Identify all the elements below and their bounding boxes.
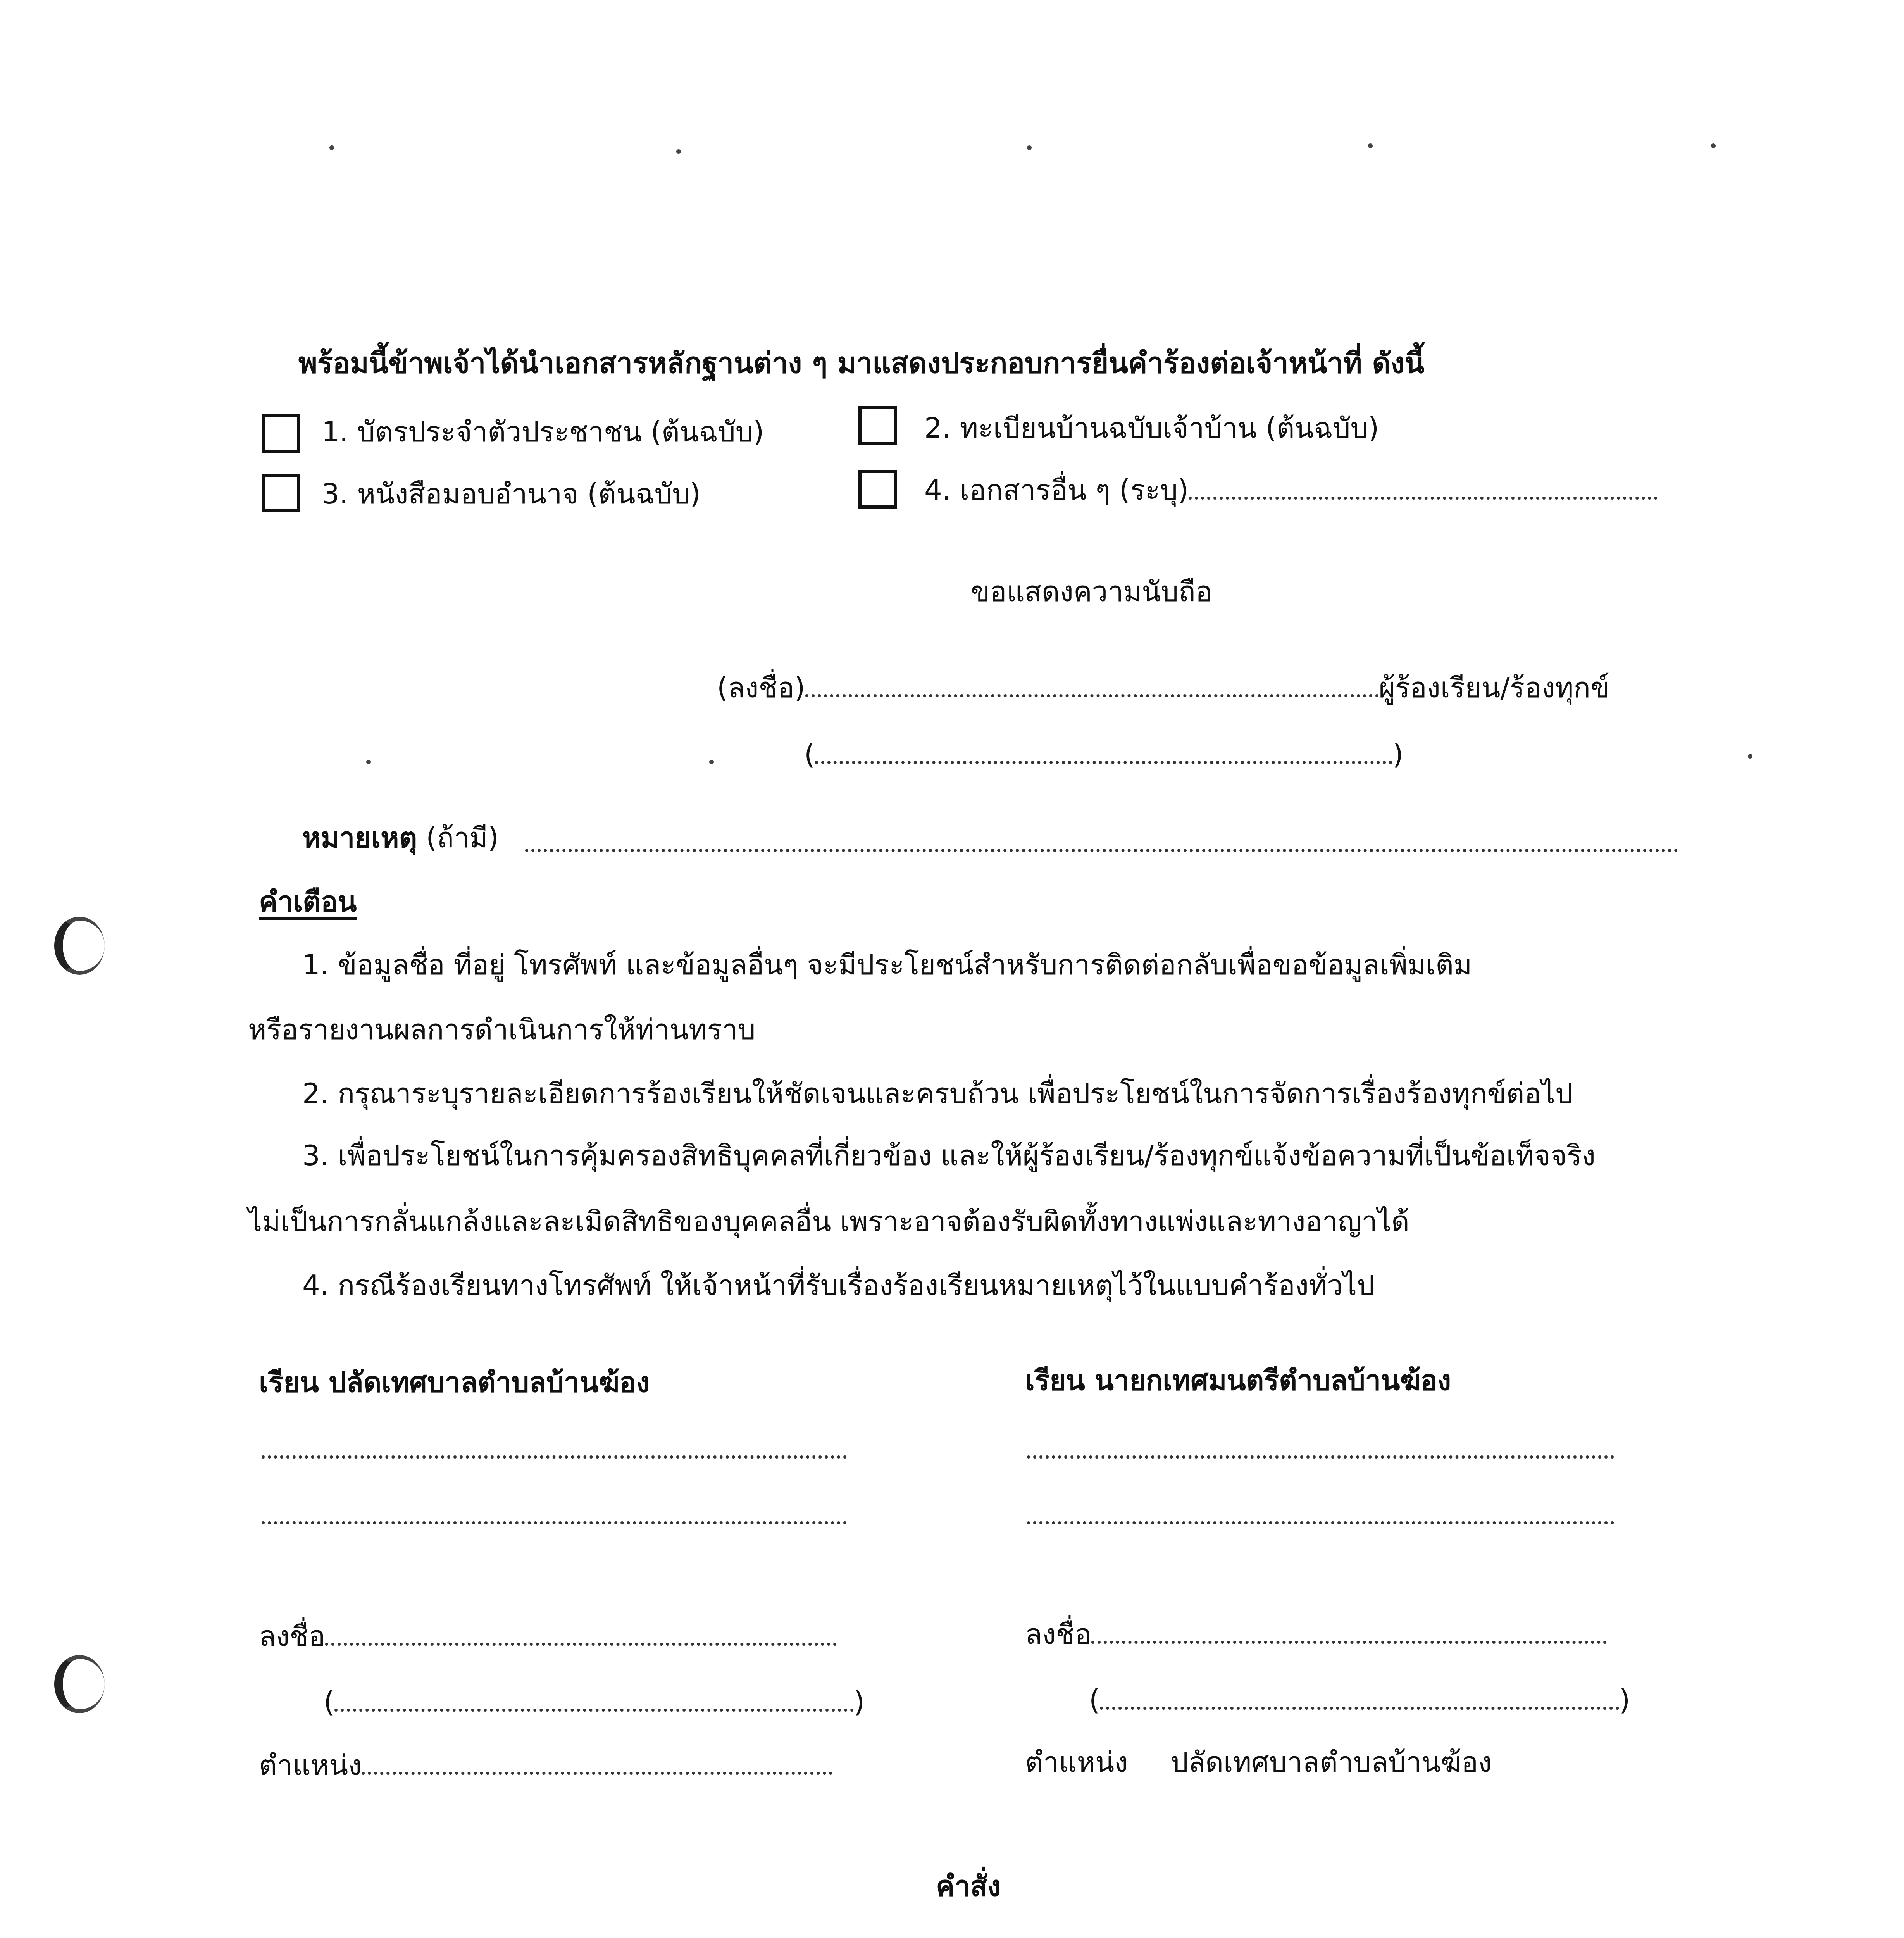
remark-field[interactable] [525,849,1678,852]
remark-line [302,821,499,854]
left-block-position-line [259,1751,832,1779]
left-block-sign-field[interactable] [325,1643,837,1646]
complainant-name-line [804,738,1404,771]
warning-item-4: 4. กรณีร้องเรียนทางโทรศัพท์ ให้เจ้าหน้าที่รับเรื่องร้องเรียนหมายเหตุไว้ในแบบคำร้องทั่วไป [302,1269,1375,1302]
left-block-sign-line [259,1622,837,1650]
scan-speck [1027,145,1032,150]
right-block-position-line [1025,1748,1492,1776]
left-block-field-1[interactable] [262,1455,847,1459]
order-title: คำสั่ง [936,1870,1001,1902]
scan-speck [676,149,681,154]
right-block-position-label: ตำแหน่ง [1025,1746,1128,1778]
left-block-field-2[interactable] [262,1521,847,1524]
paren-close: ) [1392,738,1404,771]
punch-hole-bottom [54,1655,105,1713]
checkbox-house-registration[interactable] [858,406,897,445]
signature-prefix: (ลงชื่อ) [717,671,805,704]
warning-item-3-cont: ไม่เป็นการกลั่นแกล้งและละเมิดสิทธิของบุคคลอื่น เพราะอาจต้องรับผิดทั้งทางแพ่งและทางอาญาได้ [248,1205,1409,1238]
evidence-item-2: 2. ทะเบียนบ้านฉบับเจ้าบ้าน (ต้นฉบับ) [924,412,1379,444]
right-block-sign-label: ลงชื่อ [1025,1618,1092,1650]
warning-item-1: 1. ข้อมูลชื่อ ที่อยู่ โทรศัพท์ และข้อมูลอื่นๆ จะมีประโยชน์สำหรับการติดต่อกลับเพื่อขอข้อมูลเพิ่มเติม [302,948,1472,981]
scan-speck [329,145,334,150]
left-block-addressee: เรียน ปลัดเทศบาลตำบลบ้านฆ้อง [259,1366,650,1398]
scan-speck [1711,143,1716,148]
scan-speck [366,760,371,764]
left-block-sign-label: ลงชื่อ [259,1620,326,1652]
remark-label: หมายเหตุ [302,821,417,854]
right-block-field-2[interactable] [1027,1521,1614,1524]
evidence-item-1: 1. บัตรประจำตัวประชาชน (ต้นฉบับ) [322,416,764,448]
checkbox-other-documents[interactable] [858,470,897,509]
warning-item-2: 2. กรุณาระบุรายละเอียดการร้องเรียนให้ชัดเจนและครบถ้วน เพื่อประโยชน์ในการจัดการเรื่องร้องทุกข์ต่อไป [302,1077,1573,1110]
evidence-item-3: 3. หนังสือมอบอำนาจ (ต้นฉบับ) [322,478,701,510]
paren-open: ( [324,1686,335,1718]
left-block-position-field[interactable] [362,1772,832,1775]
remark-optional: (ถ้ามี) [417,821,499,854]
checkbox-power-of-attorney[interactable] [262,474,300,512]
evidence-heading: พร้อมนี้ข้าพเจ้าได้นำเอกสารหลักฐานต่าง ๆ มาแสดงประกอบการยื่นคำร้องต่อเจ้าหน้าที่ ดังนี้ [298,347,1425,380]
paren-open: ( [804,738,815,771]
closing-text: ขอแสดงความนับถือ [971,575,1212,608]
signature-suffix: ผู้ร้องเรียน/ร้องทุกข์ [1378,671,1610,704]
right-block-sign-line [1025,1620,1607,1648]
complainant-signature-field[interactable] [805,694,1379,697]
evidence-item-4-label: 4. เอกสารอื่น ๆ (ระบุ) [924,474,1189,506]
paren-close: ) [854,1686,865,1718]
left-block-name-field[interactable] [334,1709,854,1712]
scan-speck [709,760,714,764]
left-block-name-line [324,1688,865,1716]
complainant-signature-line [717,671,1610,704]
paren-close: ) [1619,1684,1630,1716]
paren-open: ( [1089,1684,1100,1716]
right-block-sign-field[interactable] [1091,1641,1607,1644]
scan-speck [1368,143,1373,148]
punch-hole-top [54,917,105,975]
other-documents-field[interactable] [1189,497,1658,500]
right-block-field-1[interactable] [1027,1455,1614,1459]
right-block-name-line [1089,1686,1630,1714]
scan-speck [1748,754,1752,759]
checkbox-id-card[interactable] [262,414,300,453]
complainant-name-field[interactable] [815,761,1392,764]
right-block-position-value: ปลัดเทศบาลตำบลบ้านฆ้อง [1170,1746,1492,1778]
right-block-name-field[interactable] [1100,1707,1619,1710]
evidence-item-4 [924,476,1658,504]
warning-title: คำเตือน [259,885,357,918]
warning-item-1-cont: หรือรายงานผลการดำเนินการให้ท่านทราบ [248,1013,756,1046]
warning-item-3: 3. เพื่อประโยชน์ในการคุ้มครองสิทธิบุคคลที่เกี่ยวข้อง และให้ผู้ร้องเรียน/ร้องทุกข์แจ้งข้อความที่เป็นข้อเท็จจริง [302,1139,1596,1172]
left-block-position-label: ตำแหน่ง [259,1749,362,1781]
right-block-addressee: เรียน นายกเทศมนตรีตำบลบ้านฆ้อง [1025,1364,1451,1397]
